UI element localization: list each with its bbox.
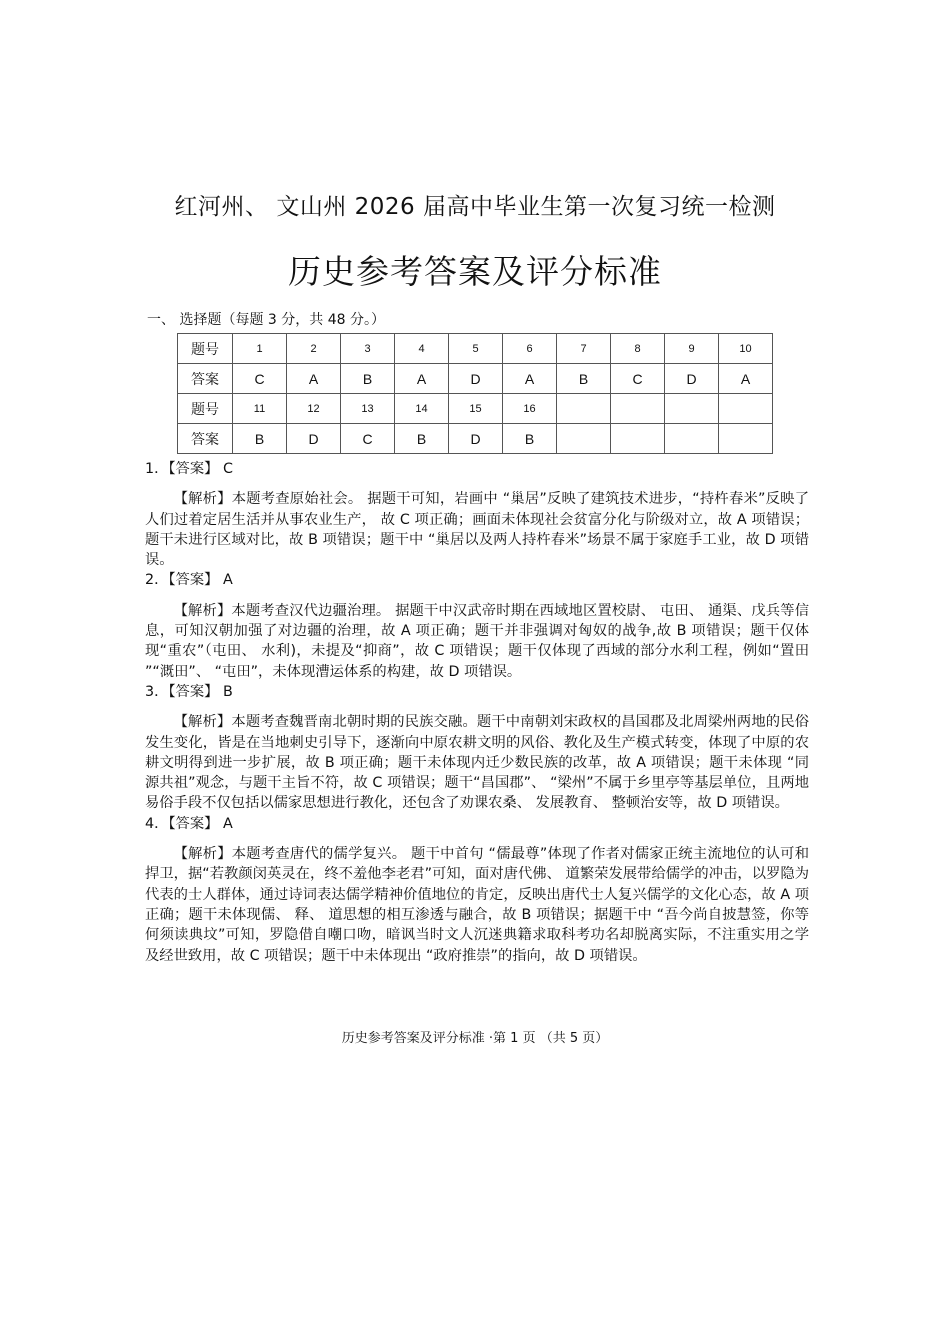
question-number: 8 (611, 334, 665, 364)
exam-title: 红河州、 文山州 2026 届高中毕业生第一次复习统一检测 (174, 194, 776, 220)
answer-cell: C (341, 424, 395, 454)
explanations (145, 459, 809, 966)
answer-cell (557, 424, 611, 454)
question-number (719, 394, 773, 424)
section-heading: 一、 选择题（每题 3 分，共 48 分。） (147, 312, 385, 328)
question-number (611, 394, 665, 424)
question-block (145, 570, 809, 681)
question-number: 5 (449, 334, 503, 364)
question-number: 1 (233, 334, 287, 364)
answer-line: 3．【答案】 B (145, 683, 233, 700)
question-number: 3 (341, 334, 395, 364)
explanation-paragraph: 【解析】本题考查魏晋南北朝时期的民族交融。题干中南朝刘宋政权的昌国郡及北周梁州两地的民俗发生变化，皆是在当地刺史引导下，逐渐向中原农耕文明的风俗、教化及生产模式转变，体现了中原的农耕文明得到进一步扩展，故 B 项正确；题干未体现内迁少数民族的改革，故 A 项错误；题干未体现 “同源共祖”观念，与题干主旨不符，故 C 项错误；题干“昌国郡”、 “梁州”不属于乡里亭等基层单位，且两地易俗手段不仅包括以儒家思想进行教化，还包含了劝课农桑、 发展教育、 整顿治安等，故 D 项错误。 (145, 714, 809, 812)
answer-cell: C (233, 364, 287, 394)
question-number: 4 (395, 334, 449, 364)
answer-cell: A (287, 364, 341, 394)
document-subtitle: 历史参考答案及评分标准 (288, 252, 662, 291)
answer-cell: D (287, 424, 341, 454)
answer-cell: B (395, 424, 449, 454)
question-number: 9 (665, 334, 719, 364)
explanation-paragraph: 【解析】本题考查唐代的儒学复兴。 题干中首句 “儒最尊”体现了作者对儒家正统主流地位的认可和捍卫，据“若教颜闵英灵在，终不羞他李老君”可知，面对唐代佛、 道繁荣发展带给儒学的冲击，以罗隐为代表的士人群体，通过诗词表达儒学精神价值地位的肯定，反映出唐代士人复兴儒学的文化心态，故 A 项正确；题干未体现儒、 释、 道思想的相互渗透与融合，故 B 项错误；据题干中 “吾今尚自披慧签，你等何须读典坟”可知，罗隐借自嘲口吻，暗讽当时文人沉迷典籍求取科考功名却脱离实际，不注重实用之学及经世致用，故 C 项错误；题干中未体现出 “政府推崇”的指向，故 D 项错误。 (145, 846, 809, 964)
question-number (665, 394, 719, 424)
answer-line: 2．【答案】 A (145, 572, 233, 589)
answer-cell: D (665, 364, 719, 394)
answer-line: 4．【答案】 A (145, 815, 233, 832)
question-block (145, 459, 809, 570)
answer-cell (611, 424, 665, 454)
explanation-paragraph: 【解析】本题考查汉代边疆治理。 据题干中汉武帝时期在西域地区置校尉、 屯田、 通渠、戊兵等信息，可知汉朝加强了对边疆的治理，故 A 项正确；题干并非强调对匈奴的战争,故 B 项错误；题干仅体现“重农”（屯田、 水利)，未提及“抑商”，故 C 项错误；题干仅体现了西域的部分水利工程，例如“置田 ”“溉田”、 “屯田”，未体现漕运体系的构建，故 D 项错误。 (145, 602, 809, 680)
page-footer: 历史参考答案及评分标准 ·第 1 页 （共 5 页） (341, 1031, 609, 1046)
question-number: 14 (395, 394, 449, 424)
question-block (145, 814, 809, 966)
answer-cell: C (611, 364, 665, 394)
question-number: 7 (557, 334, 611, 364)
explanation-paragraph: 【解析】本题考查原始社会。 据题干可知，岩画中 “巢居”反映了建筑技术进步，“持杵春米”反映了人们过着定居生活并从事农业生产， 故 C 项正确；画面未体现社会贫富分化与阶级对立，故 A 项错误；题干未进行区域对比，故 B 项错误；题干中 “巢居以及两人持杵春米”场景不属于家庭手工业，故 D 项错误。 (145, 491, 809, 569)
question-number: 11 (233, 394, 287, 424)
question-number: 12 (287, 394, 341, 424)
row-label: 答案 (178, 364, 233, 394)
answer-cell (719, 424, 773, 454)
answer-cell: B (557, 364, 611, 394)
question-number: 16 (503, 394, 557, 424)
table-row (178, 394, 773, 424)
question-number (557, 394, 611, 424)
question-number: 15 (449, 394, 503, 424)
answer-table (177, 333, 773, 454)
answer-cell: D (449, 424, 503, 454)
answer-cell: D (449, 364, 503, 394)
answer-cell: A (719, 364, 773, 394)
answer-cell: A (395, 364, 449, 394)
answer-cell (665, 424, 719, 454)
question-number: 6 (503, 334, 557, 364)
question-number: 2 (287, 334, 341, 364)
answer-cell: B (503, 424, 557, 454)
answer-cell: B (233, 424, 287, 454)
answer-cell: A (503, 364, 557, 394)
row-label: 题号 (178, 334, 233, 364)
row-label: 答案 (178, 424, 233, 454)
answer-line: 1．【答案】 C (145, 461, 233, 477)
answer-cell: B (341, 364, 395, 394)
table-row (178, 334, 773, 364)
question-number: 10 (719, 334, 773, 364)
table-row (178, 364, 773, 394)
table-row (178, 424, 773, 454)
question-block (145, 682, 809, 814)
question-number: 13 (341, 394, 395, 424)
row-label: 题号 (178, 394, 233, 424)
